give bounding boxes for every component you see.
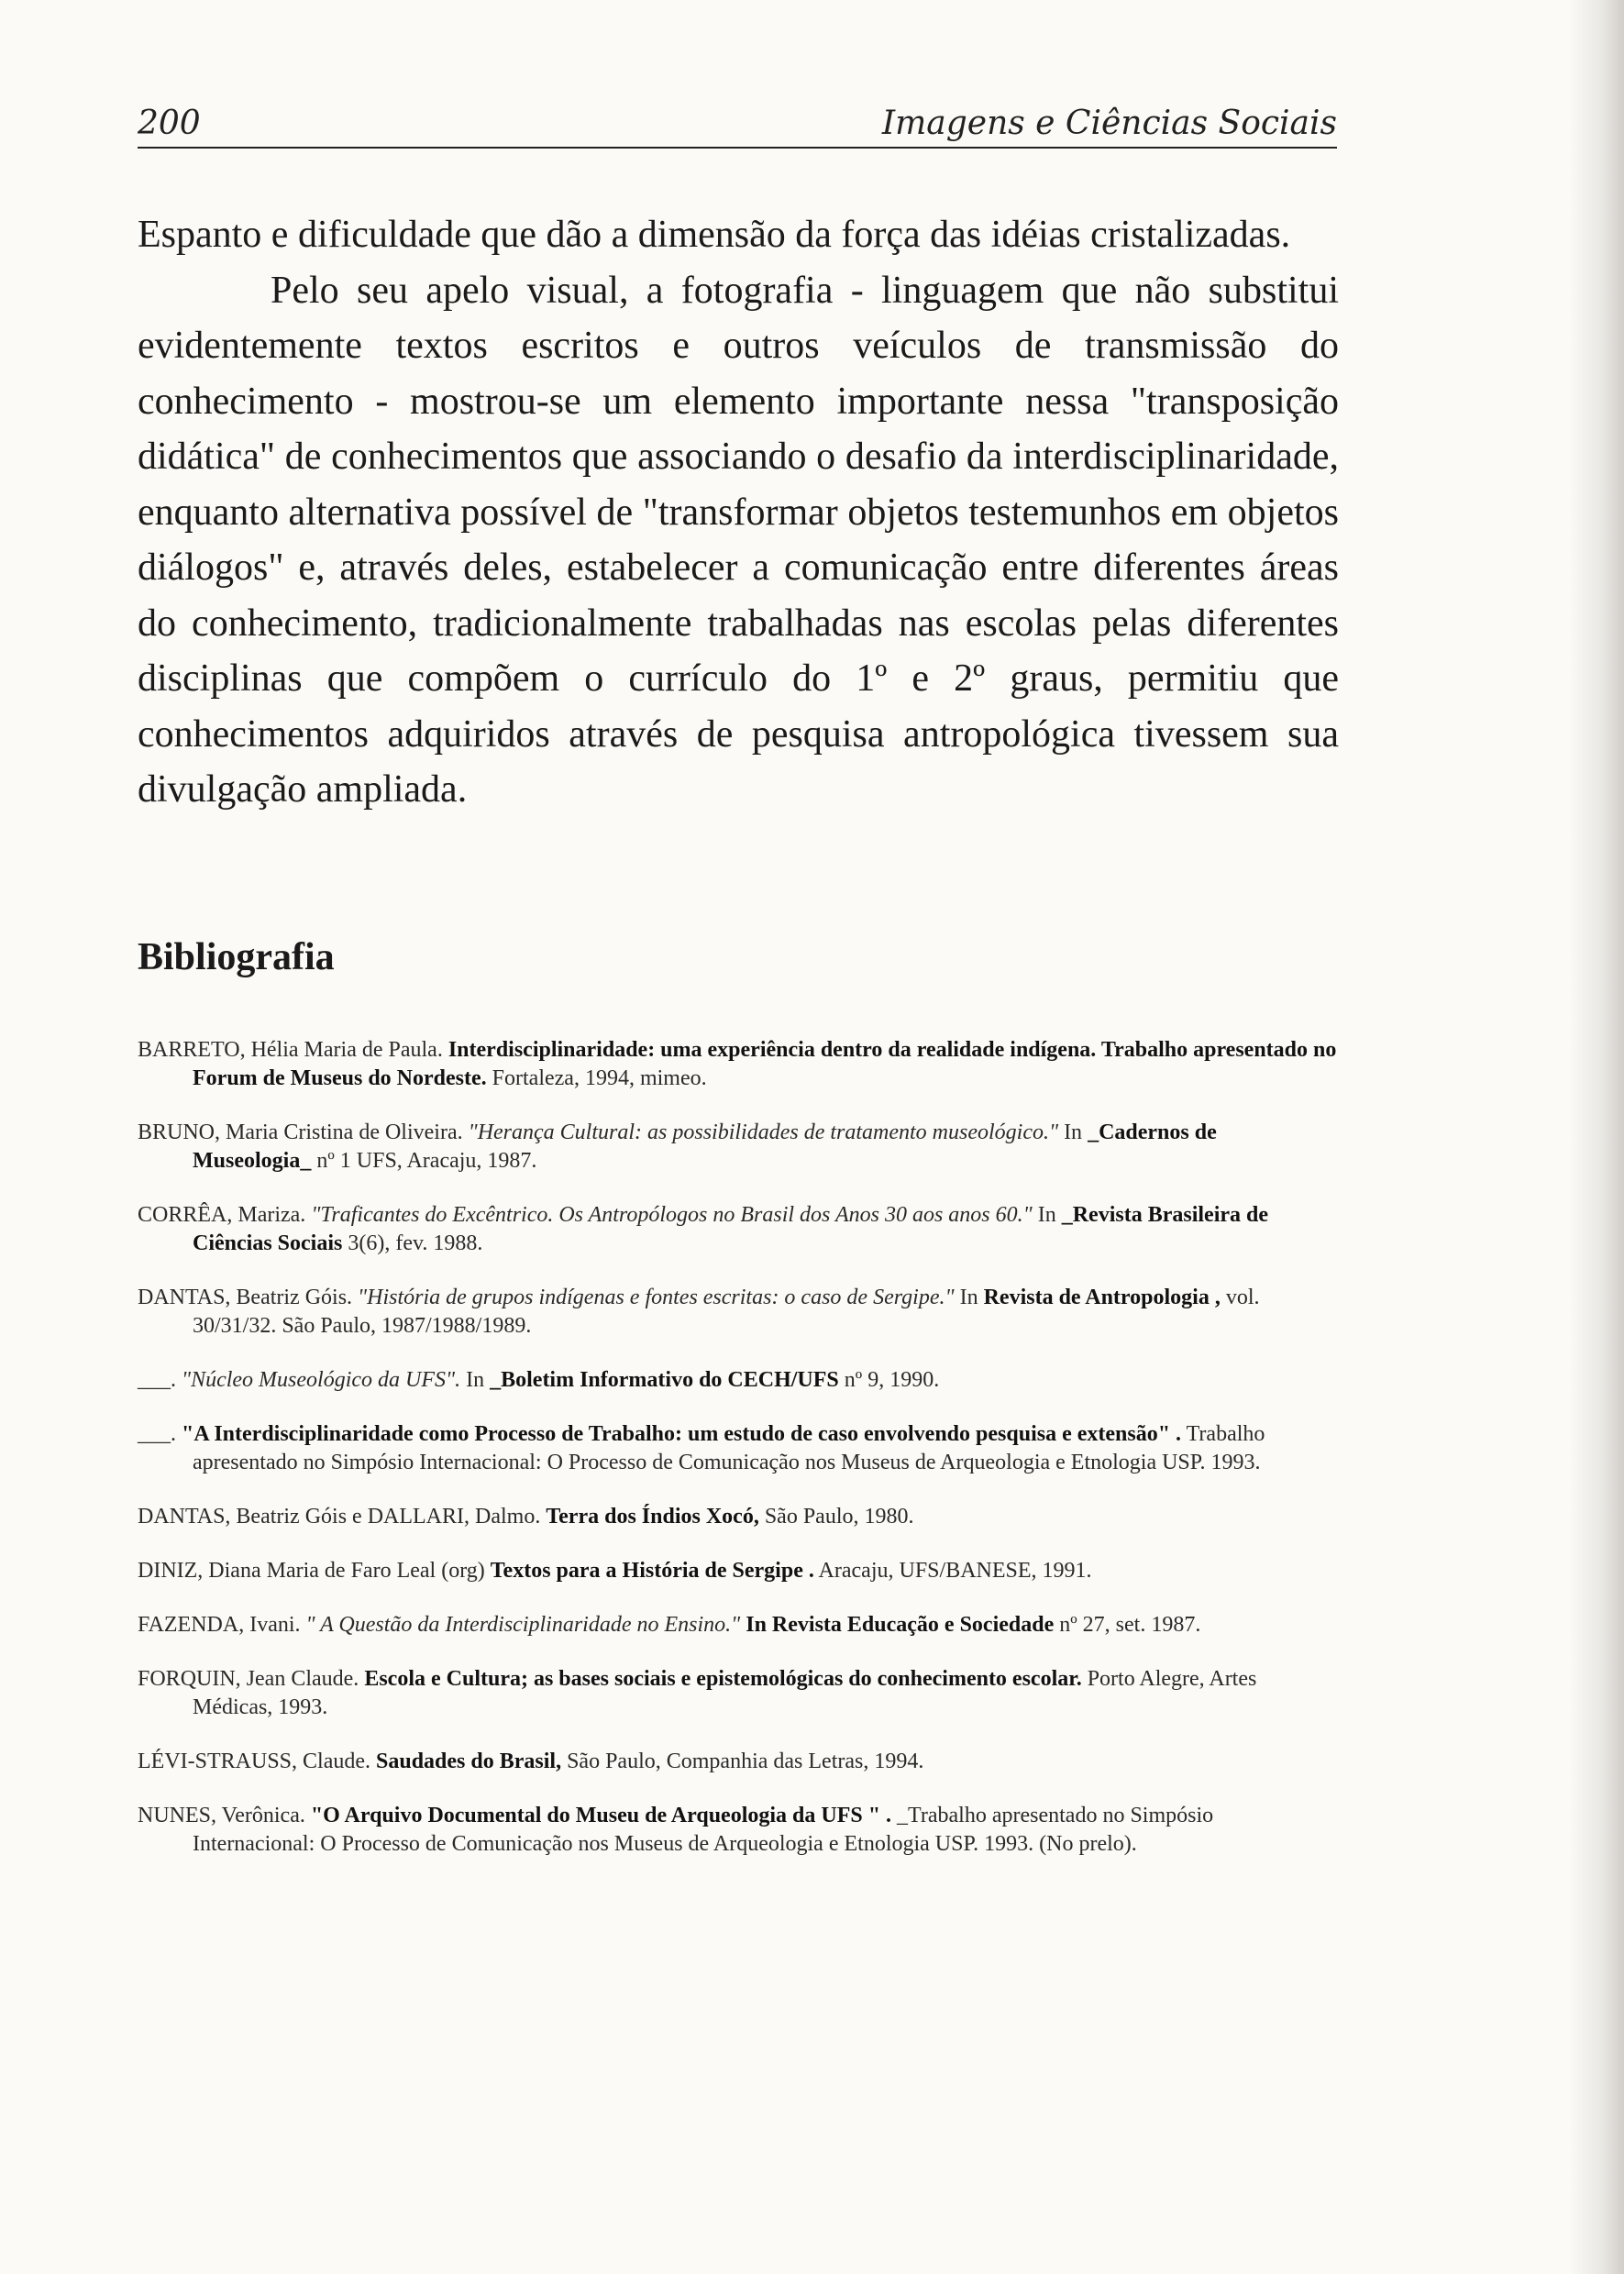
entry-title: "O Arquivo Documental do Museu de Arqueologia da UFS " . [310,1804,892,1827]
entry-rest: nº 1 UFS, Aracaju, 1987. [316,1149,537,1173]
bibliography-entry [138,1748,1339,1776]
bibliography-entry [138,1557,1339,1585]
entry-title: _Cadernos de Museologia_ [193,1120,1217,1173]
entry-rest: Aracaju, UFS/BANESE, 1991. [818,1559,1092,1583]
entry-rest: Fortaleza, 1994, mimeo. [492,1066,707,1090]
bibliography-entry [138,1611,1339,1639]
entry-author: CORRÊA, Mariza. [138,1203,306,1227]
entry-rest: São Paulo, 1980. [764,1505,914,1529]
entry-author: ___. [138,1422,176,1446]
body-text [138,207,1339,818]
bibliography-entry [138,1036,1339,1093]
bibliography-entry [138,1119,1339,1176]
entry-title: Escola e Cultura; as bases sociais e epistemológicas do conhecimento escolar. [364,1667,1082,1691]
bibliography-entry [138,1503,1339,1531]
entry-title: "A Interdisciplinaridade como Processo de Trabalho: um estudo de caso envolvendo pesquisa e extensão" . [182,1422,1182,1446]
bibliography-entry [138,1366,1339,1395]
bibliography-entry [138,1201,1339,1258]
paragraph-1: Espanto e dificuldade que dão a dimensão da força das idéias cristalizadas. [138,214,1291,256]
entry-rest: _Trabalho apresentado no Simpósio Internacional: O Processo de Comunicação nos Museus de Arqueologia e Etnologia USP. 1993. (No prelo). [193,1804,1214,1856]
entry-italic: "Herança Cultural: as possibilidades de tratamento museológico." [468,1120,1059,1144]
bibliography-entry [138,1665,1339,1722]
entry-title: _Revista Brasileira de Ciências Sociais [193,1203,1269,1255]
entry-mid: In [466,1368,485,1392]
bibliography-entry [138,1802,1339,1859]
entry-title: Revista de Antropologia , [983,1286,1221,1309]
entry-author: BARRETO, Hélia Maria de Paula. [138,1038,443,1062]
running-title: Imagens e Ciências Sociais [881,105,1337,142]
entry-italic: "Traficantes do Excêntrico. Os Antropólogos no Brasil dos Anos 30 aos anos 60." [311,1203,1033,1227]
entry-title: Saudades do Brasil, [376,1750,562,1773]
entry-mid: In [959,1286,978,1309]
entry-rest: nº 9, 1990. [844,1368,940,1392]
bibliography-entry [138,1420,1339,1477]
entry-rest: Porto Alegre, Artes Médicas, 1993. [193,1667,1257,1719]
entry-author: DINIZ, Diana Maria de Faro Leal (org) [138,1559,485,1583]
entry-author: BRUNO, Maria Cristina de Oliveira. [138,1120,463,1144]
entry-title: Terra dos Índios Xocó, [546,1505,759,1529]
entry-rest: Trabalho apresentado no Simpósio Internacional: O Processo de Comunicação nos Museus de Arqueologia e Etnologia USP. 1993. [193,1422,1265,1474]
entry-rest: nº 27, set. 1987. [1059,1613,1201,1637]
entry-mid: In [1064,1120,1083,1144]
entry-italic: " A Questão da Interdisciplinaridade no Ensino." [305,1613,741,1637]
entry-italic: "Núcleo Museológico da UFS". [182,1368,461,1392]
entry-italic: "História de grupos indígenas e fontes escritas: o caso de Sergipe." [358,1286,955,1309]
entry-title: Textos para a História de Sergipe . [490,1559,814,1583]
entry-author: DANTAS, Beatriz Góis e DALLARI, Dalmo. [138,1505,541,1529]
entry-rest: São Paulo, Companhia das Letras, 1994. [567,1750,924,1773]
page-number: 200 [138,105,201,142]
entry-title: _Boletim Informativo do CECH/UFS [490,1368,839,1392]
running-header [138,103,1337,149]
entry-rest: 3(6), fev. 1988. [348,1231,483,1255]
entry-author: DANTAS, Beatriz Góis. [138,1286,353,1309]
entry-title: Interdisciplinaridade: uma experiência dentro da realidade indígena. Trabalho apresentado no Forum de Museus do Nordeste. [193,1038,1337,1090]
entry-author: NUNES, Verônica. [138,1804,305,1827]
entry-author: FORQUIN, Jean Claude. [138,1667,359,1691]
bibliography-entry [138,1284,1339,1341]
entry-mid: In [1037,1203,1056,1227]
entry-author: ___. [138,1368,176,1392]
page-edge-shadow [1569,0,1624,2274]
bibliography-list [138,1036,1339,1884]
entry-title: In Revista Educação e Sociedade [746,1613,1055,1637]
paragraph-2: Pelo seu apelo visual, a fotografia - linguagem que não substitui evidentemente textos escritos e outros veículos de transmissão do conhecimento - mostrou-se um elemento importante nessa "transposição didática" de conhecimentos que associando o desafio da interdisciplinaridade, enquanto alternativa possível de "transformar objetos testemunhos em objetos diálogos" e, através deles, estabelecer a comunicação entre diferentes áreas do conhecimento, tradicionalmente trabalhadas nas escolas pelas diferentes disciplinas que compõem o currículo do 1º e 2º graus, permitiu que conhecimentos adquiridos através de pesquisa antropológica tivessem sua divulgação ampliada. [138,269,1339,811]
entry-author: FAZENDA, Ivani. [138,1613,301,1637]
entry-rest: vol. 30/31/32. São Paulo, 1987/1988/1989. [193,1286,1260,1338]
entry-author: LÉVI-STRAUSS, Claude. [138,1750,370,1773]
bibliography-heading: Bibliografia [138,936,335,978]
